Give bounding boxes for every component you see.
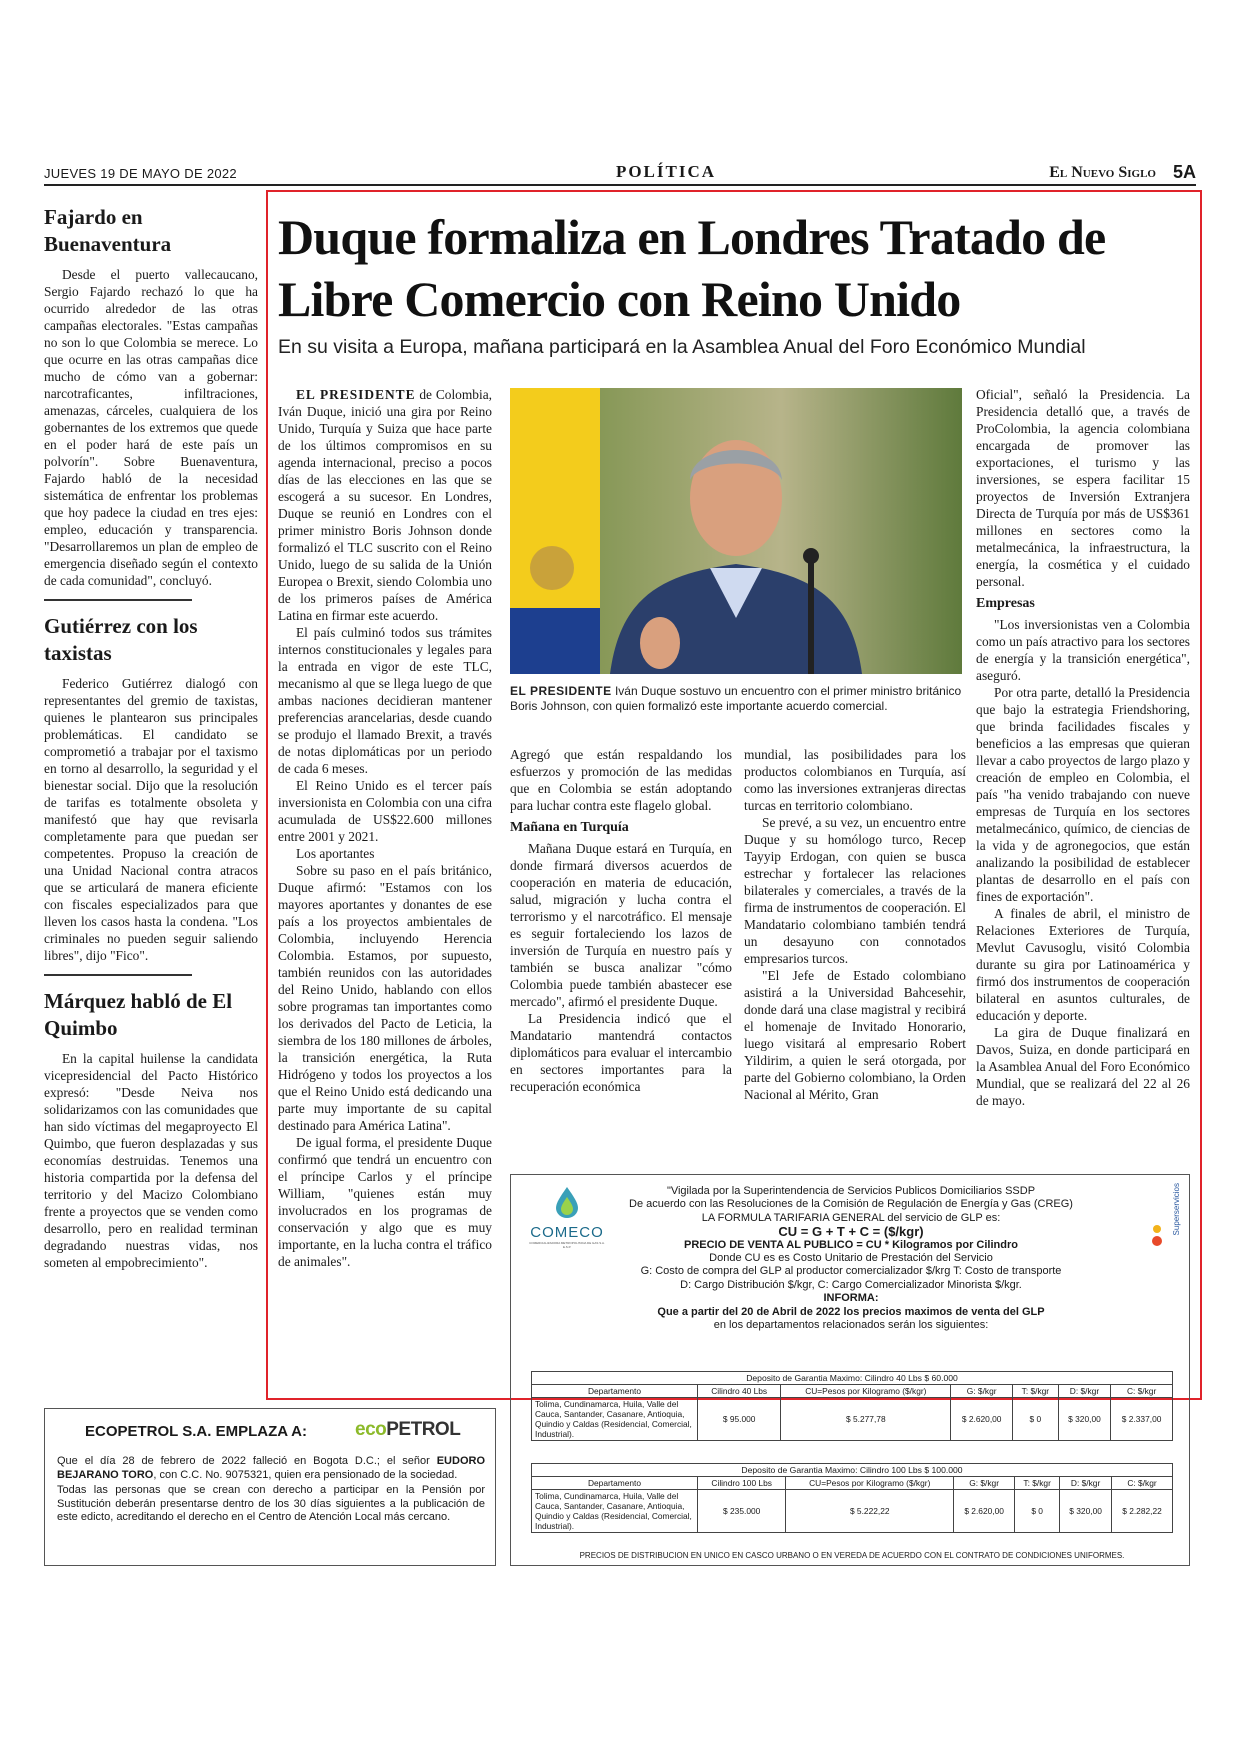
page-number: 5A [1172,162,1196,182]
ad-line: "Vigilada por la Superintendencia de Servicios Publicos Domiciliarios SSDP [666,1185,1036,1197]
paragraph: de Colombia, Iván Duque, inició una gira por Reino Unido, Turquía y Suiza que hace parte de los últimos compromisos en su agenda internacional, preciso a pocos días de las elecciones en las que se escogerá a su sucesor. En Londres, Duque se reunió en Londres con el primer ministro Boris Johnson donde formalizó el TLC suscrito con el Reino Unido, luego de su salida de la Unión Europea o Brexit, siendo Colombia uno de los primeros países de América Latina en firmar este acuerdo. [278,387,492,623]
table-header: T: $/kgr [1013,1385,1059,1398]
logo-part: PETROL [386,1419,461,1440]
article-subhead: En su visita a Europa, mañana participará en la Asamblea Anual del Foro Económico Mundial [278,336,1086,358]
brief-text: En la capital huilense la candidata vicepresidencial del Pacto Histórico expresó: "Desde Neiva nos solidarizamos con las comunidades que han sido víctimas del megaproyecto El Quimbo, que fueron desplazadas y sus economías destruidas. Tenemos una historia compartida por la defensa del territorio y del Macizo Colombiano frente a proyectos que se venden como desarrollo, pero en realidad terminan degradando nuestras vidas, nos someten al empobrecimiento". [44,1051,258,1270]
caption-text: Iván Duque sostuvo un encuentro con el primer ministro británico Boris Johnson, con quien formalizó este importante acuerdo comercial. [510,684,962,713]
paragraph: La Presidencia indicó que el Mandatario mantendrá contactos diplomáticos para evaluar el intercambio en sectores importantes para la recuperación económica [510,1011,732,1094]
ecopetrol-notice [44,1408,496,1566]
president-photo [510,388,962,674]
superservicios-text: Superservicios [1172,1183,1181,1236]
paragraph: El país culminó todos sus trámites internos constitucionales y legales para la entrada en vigor de este TLC, mecanismo al que se llega luego de que ambas naciones decidieran mantener preferencias arancelarias, desde cuando se produjo el llamado Brexit, a través de notas diplomáticas por un periodo de cada 6 meses. [278,625,492,776]
brief-divider [44,974,192,976]
paragraph: A finales de abril, el ministro de Relaciones Exteriores de Turquía, Mevlut Cavusoglu, visitó Colombia durante su gira por Latinoamérica y firmó dos instrumentos de cooperación bilateral en asuntos culturales, de educación y deporte. [976,906,1190,1023]
table-cell: $ 5.222,22 [786,1490,954,1533]
deceased-name: EUDORO BEJARANO TORO [57,1455,485,1481]
price-table-100 [531,1463,1173,1533]
ad-line: Donde CU es es Costo Unitario de Prestación del Servicio [709,1252,993,1265]
table-caption: Deposito de Garantia Maximo: Cilindro 100 Lbs $ 100.000 [532,1464,1173,1477]
table-row [532,1398,1173,1441]
table-cell: Tolima, Cundinamarca, Huila, Valle del Cauca, Santander, Casanare, Antioquia, Quindio y Caldas (Residencial, Comercial, Industrial). [532,1490,698,1533]
paragraph: Agregó que están respaldando los esfuerzos y promoción de las medidas que en Colombia se están adoptando para luchar contra este flagelo global. [510,747,732,813]
subheading-inline: Los aportantes [296,846,375,861]
page-header [44,162,1196,184]
photo-illustration [510,388,962,674]
article-column-4 [976,386,1190,1109]
comeco-ad [510,1174,1190,1566]
paragraph: La gira de Duque finalizará en Davos, Suiza, en donde participará en la Asamblea Anual del Foro Económico Mundial, que se realizará del 22 al 26 de mayo. [976,1025,1190,1108]
table-header: G: $/kgr [951,1385,1013,1398]
ad-footer: PRECIOS DE DISTRIBUCION EN UNICO EN CASCO URBANO O EN VEREDA DE ACUERDO CON EL CONTRATO DE CONDICIONES UNIFORMES. [579,1551,1125,1560]
brief-title: Gutiérrez con los taxistas [44,614,198,665]
table-row [532,1490,1173,1533]
superservicios-logo [1151,1185,1173,1251]
table-cell: $ 320,00 [1060,1490,1112,1533]
table-cell: $ 2.620,00 [954,1490,1015,1533]
brief-fajardo [44,204,258,589]
table-header: CU=Pesos por Kilogramo ($/kgr) [781,1385,951,1398]
ad-informa: INFORMA: [823,1292,879,1305]
table-header: Departamento [532,1477,698,1490]
table-cell: $ 0 [1013,1398,1059,1441]
table-cell: Tolima, Cundinamarca, Huila, Valle del Cauca, Santander, Casanare, Antioquia, Quindio y Caldas (Residencial, Comercial, Industrial). [532,1398,698,1441]
brief-text: Desde el puerto vallecaucano, Sergio Fajardo rechazó lo que ha ocurrido alrededor de las otras campañas electorales. "Estas campañas no son lo que Colombia se merece. Lo que ocurre en las otras campañas dice mucho de cómo van a gobernar: narcotraficantes, infiltraciones, amenazas, cárceles, cualquiera de los gobernantes de los extremos que quede en el poder hará de este país un polvorín". Sobre Buenaventura, Fajardo habló de la necesidad sistemática de enfrentar los problemas que hoy padece la ciudad en tres ejes: empleo, educación y transparencia. "Desarrollaremos un plan de empleo de emergencia diseñado según el contexto de cada comunidad", concluyó. [44,267,258,588]
notice-text: Todas las personas que se crean con derecho a participar en la Pensión por Sustitución deberán presentarse dentro de los 30 días siguientes a la publicación de este edicto, acreditando el derecho en el Centro de Atención Local más cercano. [57,1484,485,1524]
notice-body [57,1455,485,1527]
briefs-column [44,204,258,1281]
price-table-40 [531,1371,1173,1441]
notice-title: ECOPETROL S.A. EMPLAZA A: [85,1423,307,1440]
subheading: Mañana en Turquía [510,820,629,835]
table-header: Cilindro 40 Lbs [698,1385,781,1398]
subheading: Empresas [976,596,1035,611]
article-column-3 [744,746,966,1103]
table-cell: $ 2.620,00 [951,1398,1013,1441]
logo-part: eco [355,1419,387,1440]
superservicios-icon [1151,1185,1173,1251]
gas-drop-icon [552,1185,582,1219]
brief-title: Márquez habló de El Quimbo [44,989,233,1040]
brief-divider [44,599,192,601]
header-rule [44,184,1196,186]
table-cell: $ 5.277,78 [781,1398,951,1441]
photo-caption [510,684,962,714]
newspaper-name: El Nuevo Siglo [1049,164,1156,181]
table-header: D: $/kgr [1060,1477,1112,1490]
ad-line: De acuerdo con las Resoluciones de la Comisión de Regulación de Energía y Gas (CREG) [629,1198,1073,1211]
paragraph: Mañana Duque estará en Turquía, en donde firmará diversos acuerdos de cooperación en materia de educación, salud, migración y lucha contra el terrorismo y el narcotráfico. El mensaje es seguir fortaleciendo los lazos de inversión de Turquía en nuestro país y también se busca analizar "cómo Colombia puede también abastecer ese mercado", afirmó el presidente Duque. [510,841,732,1009]
paragraph: "El Jefe de Estado colombiano asistirá a la Universidad Bahcesehir, donde dará una clase magistral y recibirá el homenaje de Invitado Honorario, luego visitará al empresario Robert Yildirim, a quien le será otorgada, por parte del Gobierno colombiano, la Orden Nacional al Mérito, Gran [744,968,966,1102]
tariff-formula: CU = G + T + C = ($/kgr) [778,1224,924,1240]
article-column-1 [278,386,492,1270]
paragraph: Sobre su paso en el país británico, Duque afirmó: "Estamos con los mayores aportantes y donantes de ese país a los proyectos ambientales de Colombia, incluyendo Herencia Colombia. Estamos, por supuesto, también reunidos con las autoridades del Reino Unido, hablando con ellos sobre programas tan importantes como los derivados del Pacto de Leticia, la siembra de los 180 millones de árboles, la transición energética, la Ruta Hidrógeno y todos los proyectos a los que el Reino Unido está dedicando una parte muy importante de su capital destinado para América Latina". [278,863,492,1133]
table-cell: $ 235.000 [698,1490,786,1533]
table-cell: $ 0 [1015,1490,1060,1533]
table-header: G: $/kgr [954,1477,1015,1490]
ad-line: Que a partir del 20 de Abril de 2022 los precios maximos de venta del GLP [657,1305,1045,1318]
table-caption: Deposito de Garantia Maximo: Cilindro 40 Lbs $ 60.000 [532,1372,1173,1385]
lead-word: EL PRESIDENTE [296,387,416,402]
comeco-logo [525,1185,609,1249]
table-cell: $ 2.337,00 [1111,1398,1173,1441]
issue-date: JUEVES 19 DE MAYO DE 2022 [44,166,237,181]
notice-text: Que el día 28 de febrero de 2022 falleció en Bogota D.C.; el señor [57,1455,437,1467]
comeco-text [621,1185,1081,1332]
table-header: Cilindro 100 Lbs [698,1477,786,1490]
brief-title: Fajardo en Buenaventura [44,205,172,256]
caption-lead: EL PRESIDENTE [510,684,612,698]
article-headline: Duque formaliza en Londres Tratado de Libre Comercio con Reino Unido [278,209,1106,327]
paragraph: Oficial", señaló la Presidencia. La Presidencia detalló que, a través de ProColombia, la agencia colombiana encargada de promover las exportaciones, el turismo y las inversiones, se espera facilitar 15 proyectos de Inversión Extranjera Directa de Turquía por más de US$361 millones en sectores como la metalmecánica, la infraestructura, la energía, la cosmética y el cuidado personal. [976,387,1190,589]
paragraph: De igual forma, el presidente Duque confirmó que tendrá un encuentro con el príncipe Carlos y el príncipe William, "quienes están muy involucrados en los programas de conservación y algo que es muy importante, en la lucha contra el tráfico de animales". [278,1135,492,1269]
table-header: D: $/kgr [1058,1385,1110,1398]
paragraph: Por otra parte, detalló la Presidencia que bajo la estrategia Friendshoring, que brinda facilidades fiscales y beneficios a las empresas que quieran llevar a cabo proyectos de largo plazo y creación de empleo en Colombia, el país "ha venido trabajando con nueve empresas de Turquía en los sectores metalmecánico, químico, de ciencias de la vida y de agronegocios, que están analizando la posibilidad de establecer plantas de desarrollo en el país con fines de exportación". [976,685,1190,904]
ad-line: LA FORMULA TARIFARIA GENERAL del servicio de GLP es: [701,1211,1001,1224]
brief-marquez [44,988,258,1271]
paragraph: Se prevé, a su vez, un encuentro entre Duque y su homólogo turco, Recep Tayyip Erdogan, con quien se busca estrechar y fortalecer las relaciones bilaterales y comerciales, a través de la firma de instrumentos de cooperación. El Mandatario colombiano también tendrá un desayuno con connotados empresarios turcos. [744,815,966,966]
ecopetrol-logo [355,1419,460,1441]
section-name: POLÍTICA [615,162,717,181]
comeco-logo-subtext: COMERCIALIZADORA METROPOLITANA DE GAS S.A. E.S.P. [529,1241,605,1249]
ad-line: en los departamentos relacionados serán los siguientes: [713,1319,989,1332]
table-header: C: $/kgr [1111,1385,1173,1398]
table-header: C: $/kgr [1112,1477,1173,1490]
table-cell: $ 320,00 [1058,1398,1110,1441]
paragraph: El Reino Unido es el tercer país inversionista en Colombia con una cifra acumulada de US$22.600 millones entre 2001 y 2021. [278,778,492,844]
table-header: CU=Pesos por Kilogramo ($/kgr) [786,1477,954,1490]
sale-price-formula: PRECIO DE VENTA AL PUBLICO = CU * Kilogramos por Cilindro [683,1238,1018,1251]
ad-line: D: Cargo Distribución $/kgr, C: Cargo Comercializador Minorista $/kgr. [680,1278,1022,1291]
paragraph: "Los inversionistas ven a Colombia como un país atractivo para los sectores de energía y la transición energética", aseguró. [976,617,1190,683]
comeco-logo-text: COMECO [530,1224,604,1241]
table-header: Departamento [532,1385,698,1398]
brief-gutierrez [44,613,258,964]
ad-line: G: Costo de compra del GLP al productor comercializador $/krg T: Costo de transporte [640,1265,1062,1278]
paragraph: mundial, las posibilidades para los productos colombianos en Turquía, así como las inversiones extranjeras directas turcas en territorio colombiano. [744,747,966,813]
table-header: T: $/kgr [1015,1477,1060,1490]
article-column-2 [510,746,732,1095]
notice-text: , con C.C. No. 9075321, quien era pensionado de la sociedad. [153,1468,458,1481]
brief-text: Federico Gutiérrez dialogó con representantes del gremio de taxistas, quienes le plantearon sus principales problemáticas. El candidato se comprometió a trabajar por el taxismo en torno al desarrollo, la seguridad y el bienestar social. Dijo que la resolución de tarifas es totalmente obsoleta y manifestó que hay que revisarla completamente para que puedan ser competentes. Propuso la creación de una Unidad Nacional contra atracos que se articulará de manera eficiente con fiscales especializados para que lleven los casos hasta la condena. "Los criminales no pueden seguir saliendo libres", dijo "Fico". [44,676,258,963]
table-cell: $ 95.000 [698,1398,781,1441]
table-cell: $ 2.282,22 [1112,1490,1173,1533]
